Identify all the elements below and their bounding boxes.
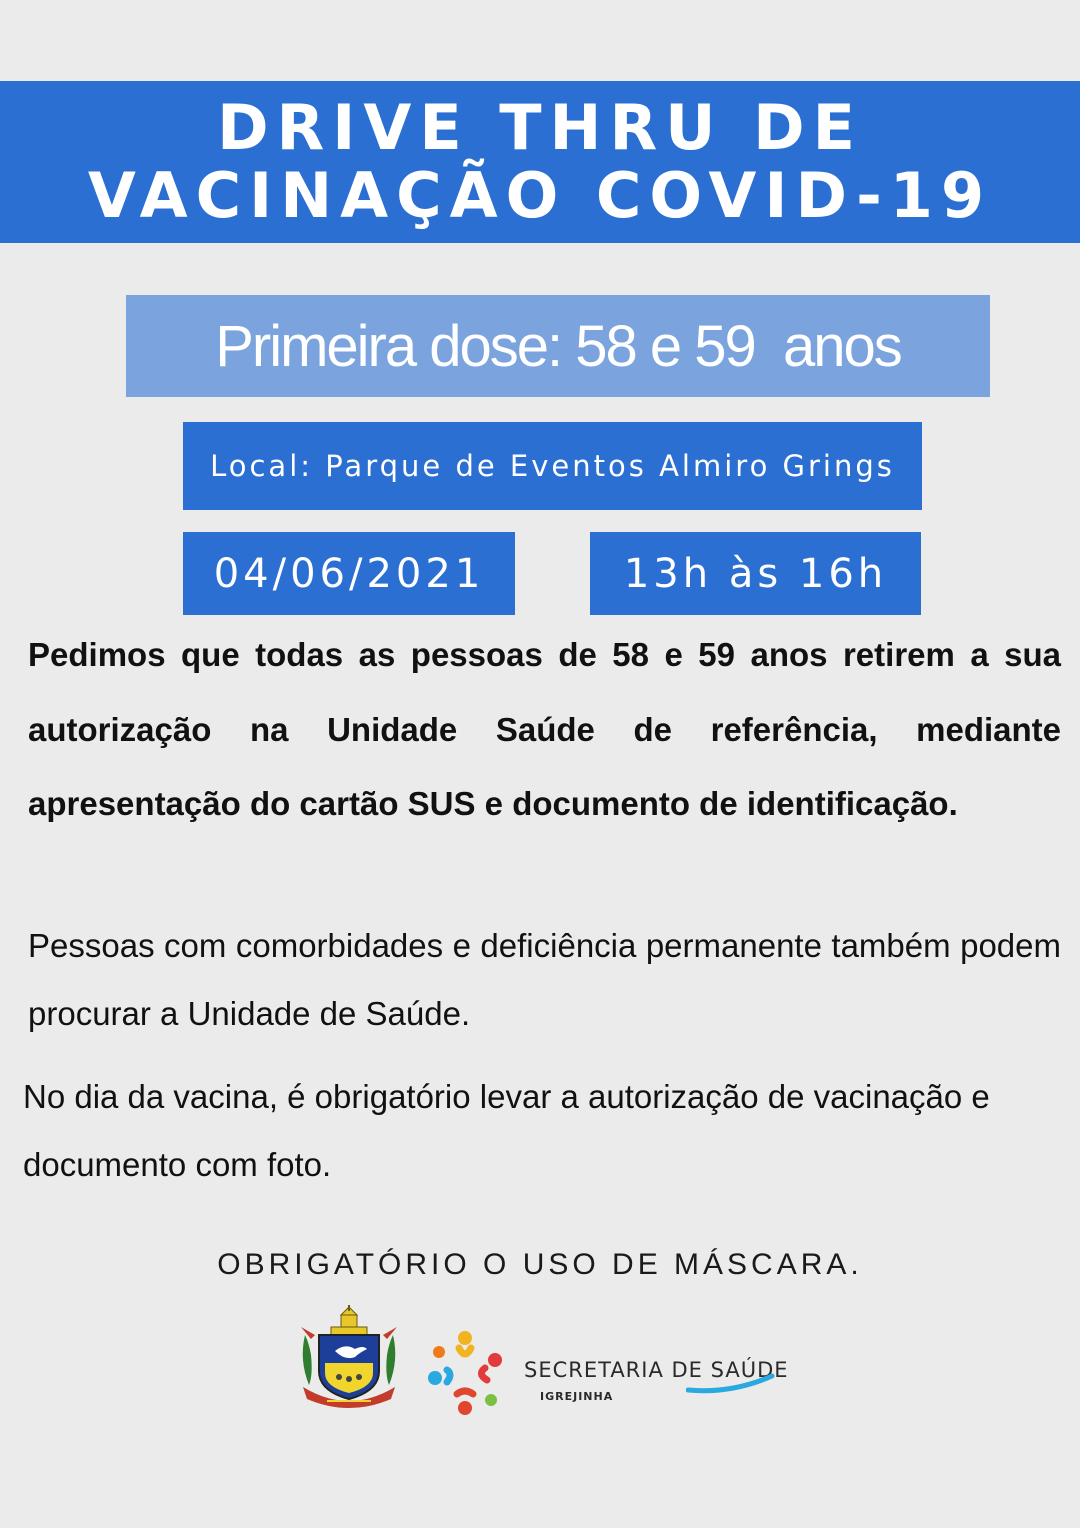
date-text: 04/06/2021 (213, 550, 485, 597)
time-text: 13h às 16h (623, 550, 888, 597)
date-badge (183, 532, 515, 615)
vaccine-day-paragraph: No dia da vacina, é obrigatório levar a autorização de vacinação e documento com foto. (23, 1078, 990, 1183)
secretaria-swoosh-icon (686, 1372, 776, 1396)
dose-banner (126, 295, 990, 397)
authorization-paragraph: Pedimos que todas as pessoas de 58 e 59 anos retirem a sua autorização na Unidade Saúde de referência, mediante apresentação do cartão SUS e documento de identificação. (28, 636, 1061, 822)
location-text: Local: Parque de Eventos Almiro Grings (210, 449, 895, 483)
location-banner (183, 422, 922, 510)
municipal-crest-icon (297, 1305, 401, 1410)
secretaria-subtitle: IGREJINHA (540, 1390, 614, 1403)
title-line-2: VACINAÇÃO COVID-19 (87, 159, 993, 232)
time-badge (590, 532, 921, 615)
mask-notice: OBRIGATÓRIO O USO DE MÁSCARA. (217, 1248, 863, 1281)
header-banner (0, 81, 1080, 243)
title-line-1: DRIVE THRU DE (217, 91, 863, 164)
secretaria-title: SECRETARIA DE SAÚDE (524, 1358, 789, 1382)
secretaria-logo-icon (425, 1330, 505, 1416)
comorbidities-paragraph: Pessoas com comorbidades e deficiência permanente também podem procurar a Unidade de Saúde. (28, 927, 1061, 1032)
dose-text: Primeira dose: 58 e 59 anos (215, 313, 901, 379)
